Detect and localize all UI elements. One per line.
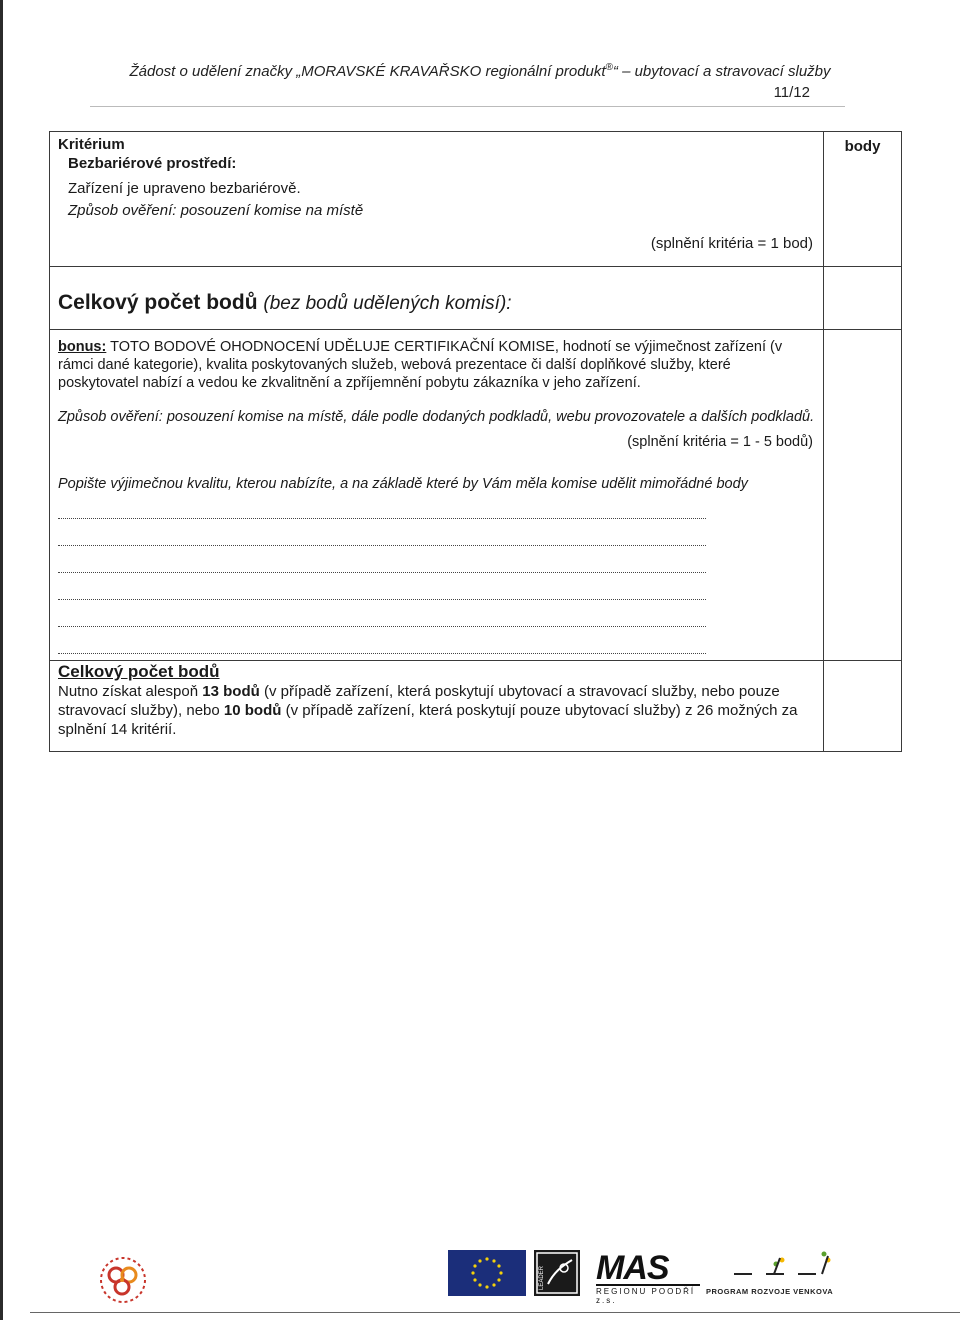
answer-line[interactable]: [58, 600, 706, 627]
bonus-row: [50, 330, 902, 661]
criteria-table: [49, 131, 902, 752]
bonus-fulfilment: (splnění kritéria = 1 - 5 bodů): [627, 434, 813, 450]
answer-line[interactable]: [58, 573, 706, 600]
total-commission-row: [50, 267, 902, 330]
total-commission-cell: [50, 267, 824, 330]
required-points-13: 13 bodů: [202, 683, 260, 700]
total-points-note: (bez bodů udělených komisí):: [263, 293, 512, 314]
final-text-part: (v případě zařízení, která poskytují ubytovací a stravovací služby, nebo pouze stravovací služby), nebo: [58, 683, 780, 719]
bonus-cell: [50, 330, 824, 661]
bonus-text: TOTO BODOVÉ OHODNOCENÍ UDĚLUJE CERTIFIKAČNÍ KOMISE, hodnotí se výjimečnost zařízení (v rámci dané kategorie), kvalita poskytovaných služeb, webová prezentace či další doplňkové služby, které poskytovatel nabízí a vedou ke zkvalitnění a zpříjemnění pobytu zákazníka v jeho zařízení.: [58, 339, 783, 391]
moravske-kravarsko-logo: [88, 1248, 158, 1317]
table-header-row: [50, 132, 902, 267]
criterion-title: Bezbariérové prostředí:: [68, 155, 237, 172]
final-text-part: (v případě zařízení, která poskytují pouze ubytovací služby) z 26 možných za splnění 14 kritérií.: [58, 702, 798, 738]
header-title-end: “ – ubytovací a stravovací služby: [612, 63, 831, 80]
prv-logo-text: PROGRAM ROZVOJE VENKOVA: [706, 1287, 834, 1296]
page-number: 11/12: [773, 84, 810, 101]
answer-line[interactable]: [58, 519, 706, 546]
required-points-10: 10 bodů: [223, 702, 282, 719]
scan-edge: [0, 0, 3, 1320]
final-points-cell[interactable]: [824, 661, 902, 752]
mas-logo-text: MAS: [596, 1249, 669, 1287]
final-total-cell: [50, 661, 824, 752]
header-divider: [90, 106, 845, 107]
program-rozvoje-venkova-logo: [706, 1246, 846, 1296]
total-points-value-cell[interactable]: [824, 267, 902, 330]
bonus-paragraph: [50, 330, 823, 392]
bonus-answer-area[interactable]: [50, 492, 823, 660]
criterion-header: Kritérium: [58, 136, 125, 153]
bonus-points-cell[interactable]: [824, 330, 902, 661]
document-header: [0, 62, 960, 80]
final-total-title: Celkový počet bodů: [58, 662, 220, 681]
final-total-row: [50, 661, 902, 752]
mas-logo-subtitle: REGIONU POODŘÍ z.s.: [596, 1284, 700, 1305]
criterion-verification: Způsob ověření: posouzení komise na místě: [68, 202, 364, 219]
criterion-fulfilment: (splnění kritéria = 1 bod): [650, 235, 813, 252]
footer-divider: [30, 1312, 960, 1313]
mas-regionu-poodri-logo: [596, 1249, 700, 1305]
header-title-start: Žádost o udělení značky „MORAVSKÉ KRAVAŘSKO regionální produkt: [129, 63, 606, 80]
points-header-cell: [824, 132, 902, 267]
total-points-heading: [50, 267, 823, 329]
answer-line[interactable]: [58, 546, 706, 573]
leader-text: LEADER: [539, 1265, 545, 1290]
final-total-text: [50, 682, 823, 751]
criterion-cell: [50, 132, 824, 267]
bonus-describe-prompt: Popište výjimečnou kvalitu, kterou nabízíte, a na základě které by Vám měla komise udělit mimořádné body: [58, 476, 748, 492]
bonus-verification: Způsob ověření: posouzení komise na místě, dále podle dodaných podkladů, webu provozovatele a dalších podkladů.: [58, 409, 815, 425]
answer-line[interactable]: [58, 627, 706, 654]
answer-line[interactable]: [58, 492, 706, 519]
total-points-title: Celkový počet bodů: [58, 291, 258, 314]
eu-flag-logo: [448, 1250, 526, 1296]
points-header: body: [844, 138, 881, 155]
leader-logo: [534, 1250, 580, 1296]
registered-mark: ®: [605, 62, 613, 73]
bonus-label: bonus:: [58, 339, 107, 355]
criterion-description: Zařízení je upraveno bezbariérově.: [68, 180, 301, 197]
final-text-part: Nutno získat alespoň: [58, 683, 203, 700]
